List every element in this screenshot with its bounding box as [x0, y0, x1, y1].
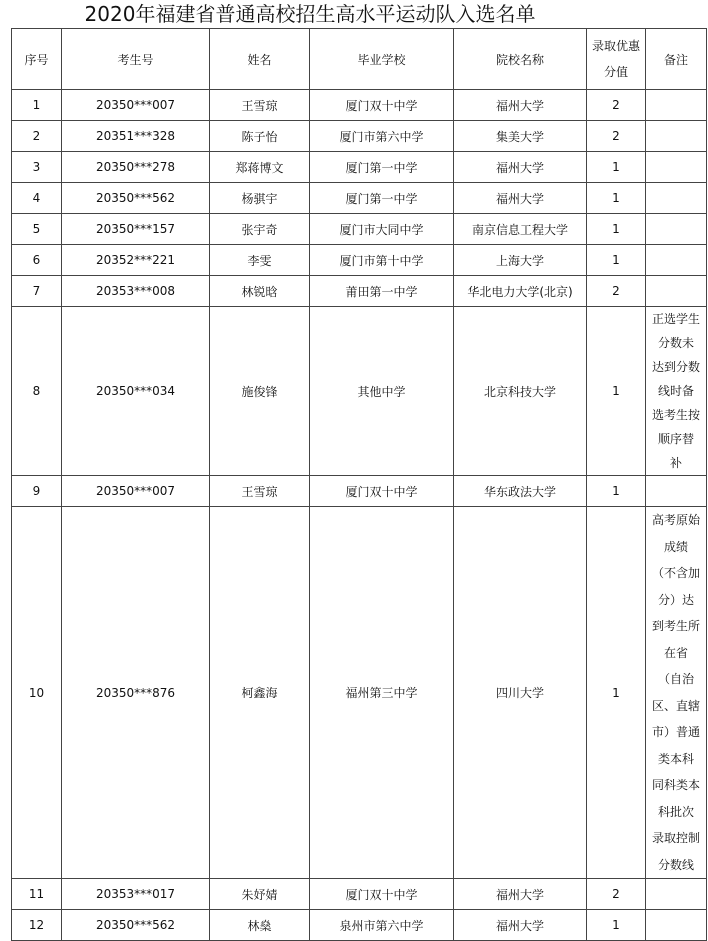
- remark-line: 录取控制分数线: [651, 831, 700, 872]
- cell-bonus: 2: [587, 879, 646, 910]
- cell-college: 华东政法大学: [454, 476, 587, 507]
- cell-school: 泉州市第六中学: [310, 910, 454, 941]
- cell-exam-no: 20350***562: [62, 910, 210, 941]
- cell-name: 朱妤婧: [210, 879, 310, 910]
- header-name: 姓名: [210, 29, 310, 90]
- cell-name: 杨骐宇: [210, 183, 310, 214]
- header-bonus-line2: 分值: [603, 65, 628, 79]
- cell-remark: [646, 476, 707, 507]
- cell-college: 福州大学: [454, 910, 587, 941]
- cell-college: 华北电力大学(北京): [454, 276, 587, 307]
- cell-college: 南京信息工程大学: [454, 214, 587, 245]
- cell-remark: [646, 879, 707, 910]
- cell-seq: 7: [12, 276, 62, 307]
- cell-bonus: 1: [587, 476, 646, 507]
- cell-remark: [646, 276, 707, 307]
- cell-name: 施俊锋: [210, 307, 310, 476]
- cell-seq: 10: [12, 507, 62, 879]
- cell-seq: 2: [12, 121, 62, 152]
- cell-remark: [646, 910, 707, 941]
- remark-line: 高考原始成绩: [651, 513, 700, 554]
- table-row: [12, 910, 707, 941]
- header-remark: 备注: [646, 29, 707, 90]
- remark-line: （不含加分）达: [651, 566, 700, 607]
- cell-school: 厦门市大同中学: [310, 214, 454, 245]
- cell-bonus: 1: [587, 245, 646, 276]
- cell-remark: [646, 90, 707, 121]
- cell-bonus: 1: [587, 152, 646, 183]
- remark-line: 正选学生分数未: [651, 312, 700, 350]
- table-row: [12, 879, 707, 910]
- remark-line: 到考生所在省: [651, 619, 700, 660]
- cell-college: 福州大学: [454, 879, 587, 910]
- cell-seq: 1: [12, 90, 62, 121]
- cell-seq: 6: [12, 245, 62, 276]
- cell-exam-no: 20353***017: [62, 879, 210, 910]
- cell-name: 陈子怡: [210, 121, 310, 152]
- table-row: [12, 276, 707, 307]
- cell-school: 厦门双十中学: [310, 90, 454, 121]
- header-bonus-line1: 录取优惠: [591, 39, 640, 53]
- remark-line: 补: [669, 456, 682, 470]
- cell-school: 厦门市第六中学: [310, 121, 454, 152]
- cell-school: 厦门双十中学: [310, 476, 454, 507]
- cell-college: 福州大学: [454, 152, 587, 183]
- cell-college: 上海大学: [454, 245, 587, 276]
- cell-bonus: 2: [587, 276, 646, 307]
- cell-name: 林燊: [210, 910, 310, 941]
- cell-seq: 9: [12, 476, 62, 507]
- cell-seq: 4: [12, 183, 62, 214]
- cell-exam-no: 20350***278: [62, 152, 210, 183]
- cell-remark: [646, 214, 707, 245]
- table-row: [12, 214, 707, 245]
- header-bonus: [587, 29, 646, 90]
- cell-exam-no: 20351***328: [62, 121, 210, 152]
- cell-remark: [646, 121, 707, 152]
- header-row: [12, 29, 707, 90]
- cell-name: 郑蒋博文: [210, 152, 310, 183]
- cell-name: 王雪琼: [210, 476, 310, 507]
- remark-line: 选考生按顺序替: [651, 408, 700, 446]
- table-row: [12, 121, 707, 152]
- cell-school: 厦门市第十中学: [310, 245, 454, 276]
- cell-remark: [646, 307, 707, 476]
- remark-line: 同科类本科批次: [651, 778, 700, 819]
- header-college: 院校名称: [454, 29, 587, 90]
- cell-name: 柯鑫海: [210, 507, 310, 879]
- header-exam-no: 考生号: [62, 29, 210, 90]
- cell-school: 厦门第一中学: [310, 183, 454, 214]
- cell-bonus: 1: [587, 214, 646, 245]
- cell-remark: [646, 507, 707, 879]
- cell-exam-no: 20350***007: [62, 476, 210, 507]
- cell-bonus: 1: [587, 910, 646, 941]
- cell-exam-no: 20353***008: [62, 276, 210, 307]
- cell-name: 王雪琼: [210, 90, 310, 121]
- cell-college: 北京科技大学: [454, 307, 587, 476]
- cell-seq: 11: [12, 879, 62, 910]
- cell-remark: [646, 183, 707, 214]
- header-seq: 序号: [12, 29, 62, 90]
- cell-seq: 3: [12, 152, 62, 183]
- cell-exam-no: 20350***157: [62, 214, 210, 245]
- admission-table: [11, 28, 707, 941]
- table-row: [12, 90, 707, 121]
- cell-bonus: 1: [587, 307, 646, 476]
- cell-seq: 5: [12, 214, 62, 245]
- table-row: [12, 307, 707, 476]
- cell-college: 福州大学: [454, 90, 587, 121]
- cell-school: 厦门第一中学: [310, 152, 454, 183]
- page-title: 2020年福建省普通高校招生高水平运动队入选名单: [84, 2, 536, 26]
- cell-name: 林锐晗: [210, 276, 310, 307]
- table-row: [12, 507, 707, 879]
- cell-college: 集美大学: [454, 121, 587, 152]
- cell-bonus: 1: [587, 183, 646, 214]
- cell-exam-no: 20350***034: [62, 307, 210, 476]
- cell-exam-no: 20350***876: [62, 507, 210, 879]
- cell-bonus: 2: [587, 121, 646, 152]
- cell-school: 福州第三中学: [310, 507, 454, 879]
- cell-exam-no: 20350***007: [62, 90, 210, 121]
- cell-bonus: 2: [587, 90, 646, 121]
- cell-school: 莆田第一中学: [310, 276, 454, 307]
- cell-college: 福州大学: [454, 183, 587, 214]
- cell-bonus: 1: [587, 507, 646, 879]
- cell-school: 其他中学: [310, 307, 454, 476]
- table-row: [12, 183, 707, 214]
- cell-exam-no: 20352***221: [62, 245, 210, 276]
- cell-school: 厦门双十中学: [310, 879, 454, 910]
- cell-name: 张宇奇: [210, 214, 310, 245]
- table-row: [12, 476, 707, 507]
- cell-seq: 12: [12, 910, 62, 941]
- cell-exam-no: 20350***562: [62, 183, 210, 214]
- cell-seq: 8: [12, 307, 62, 476]
- header-school: 毕业学校: [310, 29, 454, 90]
- cell-remark: [646, 245, 707, 276]
- cell-remark: [646, 152, 707, 183]
- remark-line: 市）普通类本科: [651, 725, 700, 766]
- remark-line: 达到分数线时备: [651, 360, 700, 398]
- table-row: [12, 245, 707, 276]
- table-row: [12, 152, 707, 183]
- cell-name: 李雯: [210, 245, 310, 276]
- cell-college: 四川大学: [454, 507, 587, 879]
- remark-line: （自治区、直辖: [651, 672, 700, 713]
